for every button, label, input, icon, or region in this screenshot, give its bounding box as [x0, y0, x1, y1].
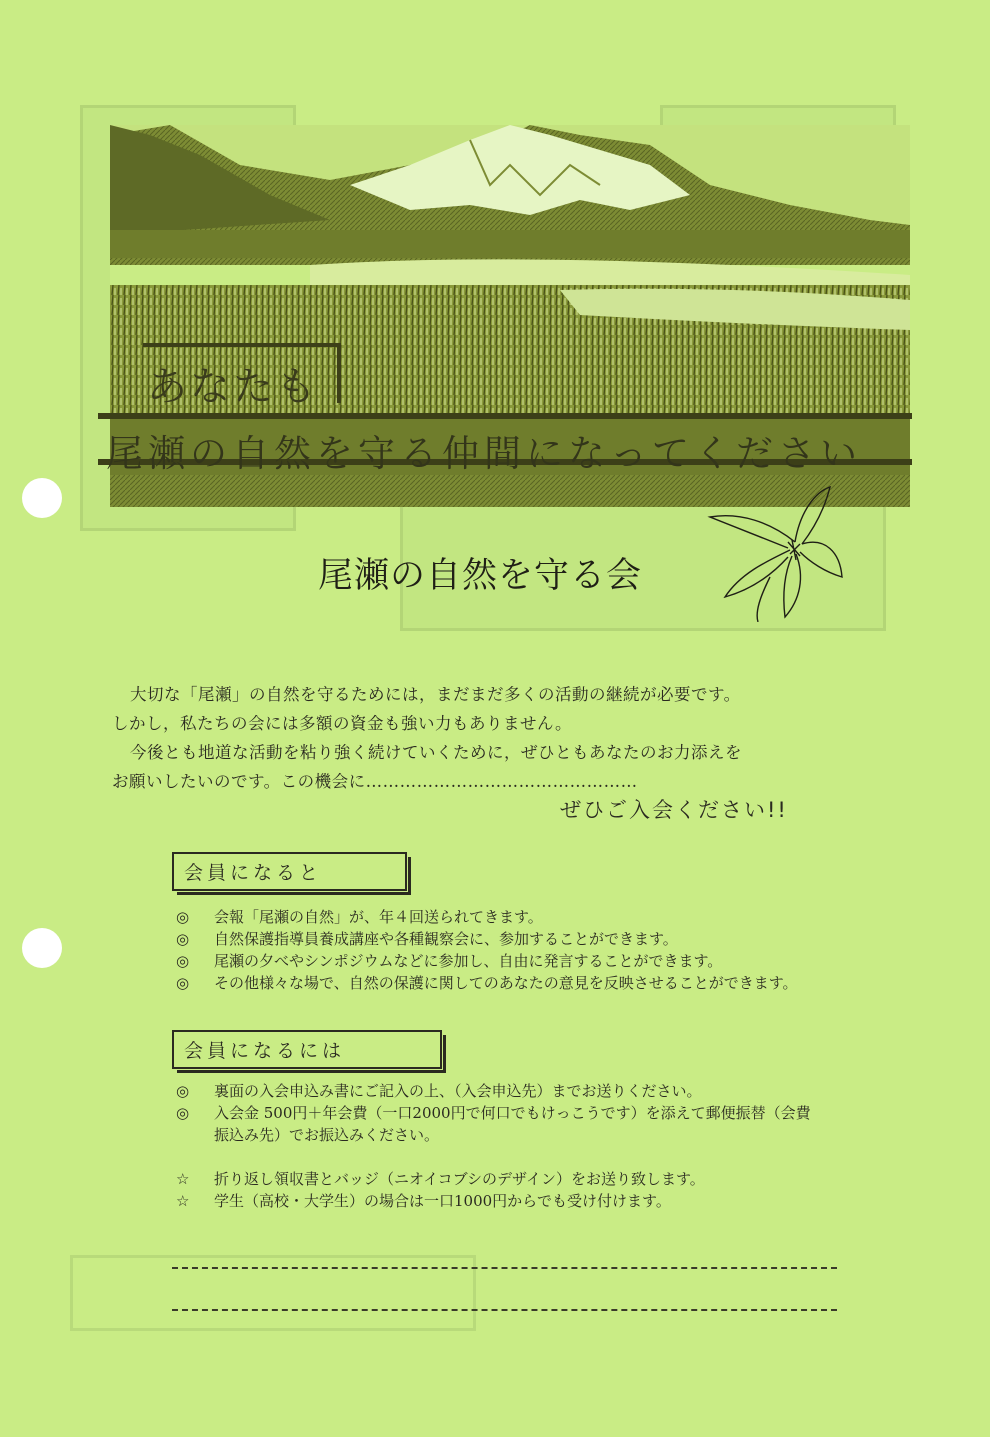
list-item-text: 裏面の入会申込み書にご記入の上、（入会申込先）までお送りください。: [214, 1082, 702, 1100]
headline-ribbon: [98, 413, 912, 475]
list-item: [176, 1168, 856, 1190]
list-item: [176, 1190, 856, 1212]
list-item-text: 会報「尾瀬の自然」が、年４回送られてきます。: [214, 908, 543, 926]
list-item-text: 自然保護指導員養成講座や各種観察会に、参加することができます。: [214, 930, 678, 948]
magnolia-flower-icon: [700, 482, 850, 622]
organization-name: 尾瀬の自然を守る会: [318, 556, 643, 596]
list-item: [176, 1102, 856, 1146]
intro-paragraph-3: 今後とも地道な活動を粘り強く続けていくために，ぜひともあなたのお力添えを: [130, 743, 742, 762]
intro-paragraph-4: お願いしたいのです。この機会に…………………………………………: [112, 772, 638, 791]
star-icon: ☆: [176, 1170, 190, 1188]
intro-text: [112, 680, 842, 796]
bullet-icon: ◎: [176, 1104, 190, 1122]
list-item-text: 入会金 500円＋年会費（一口2000円で何口でもけっこうです）を添えて郵便振替（会費振込み先）でお振込みください。: [214, 1104, 811, 1144]
tagline-box: [143, 343, 341, 411]
intro-paragraph-2: しかし，私たちの会には多額の資金も強い力もありません。: [112, 714, 572, 733]
bullet-icon: ◎: [176, 908, 190, 926]
headline: 尾瀬の自然を守る仲間になってください: [106, 432, 862, 475]
list-item-text: その他様々な場で、自然の保護に関してのあなたの意見を反映させることができます。: [214, 974, 798, 992]
ribbon-top-rule: [98, 413, 912, 419]
list-item: [176, 928, 856, 950]
bullet-icon: ◎: [176, 974, 190, 992]
bullet-icon: ◎: [176, 930, 190, 948]
join-call-to-action: ぜひご入会ください!!: [560, 798, 788, 822]
cut-line-top: [172, 1267, 837, 1269]
punch-hole-bottom: [22, 928, 62, 968]
benefits-heading: 会員になると: [172, 852, 407, 891]
punch-hole-top: [22, 478, 62, 518]
notes-list: [176, 1168, 856, 1212]
bullet-icon: ◎: [176, 1082, 190, 1100]
list-item: [176, 972, 856, 994]
list-item: [176, 1080, 856, 1102]
list-item-text: 尾瀬の夕べやシンポジウムなどに参加し、自由に発言することができます。: [214, 952, 723, 970]
list-item: [176, 906, 856, 928]
howto-heading: 会員になるには: [172, 1030, 442, 1069]
howto-list: [176, 1080, 856, 1146]
intro-paragraph-1: 大切な「尾瀬」の自然を守るためには，まだまだ多くの活動の継続が必要です。: [130, 685, 741, 704]
tagline: あなたも: [147, 364, 319, 410]
benefits-list: [176, 906, 856, 994]
cut-line-bottom: [172, 1309, 837, 1311]
list-item-text: 折り返し領収書とバッジ（ニオイコブシのデザイン）をお送り致します。: [214, 1170, 705, 1188]
list-item: [176, 950, 856, 972]
star-icon: ☆: [176, 1192, 190, 1210]
list-item-text: 学生（高校・大学生）の場合は一口1000円からでも受け付けます。: [214, 1192, 671, 1210]
bullet-icon: ◎: [176, 952, 190, 970]
